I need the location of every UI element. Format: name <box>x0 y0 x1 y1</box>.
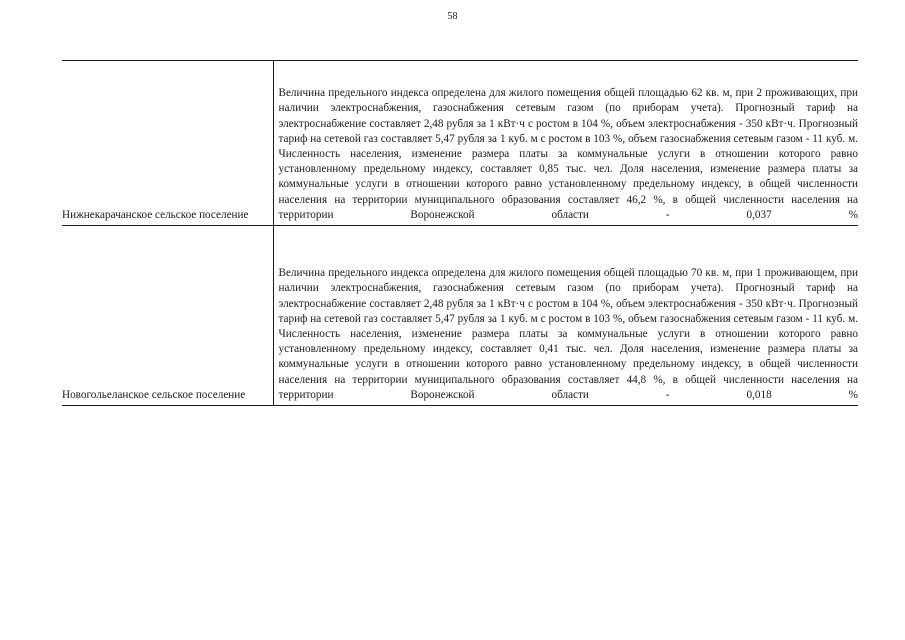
index-description: Величина предельного индекса определена для жилого помещения общей площадью 62 кв. м, при 2 проживающих, при наличии электроснабжения, газоснабжения сетевым газом (по приборам учета). Прогнозный тариф на электроснабжение составляет 2,48 рубля за 1 кВт·ч с ростом в 104 %, объем электроснабжения - 350 кВт·ч. Прогнозный тариф на сетевой газ составляет 5,47 рубля за 1 куб. м с ростом в 103 %, объем газоснабжения сетевым газом - 11 куб. м. Численность населения, изменение размера платы за коммунальные услуги в отношении которого равно установленному предельному индексу, составляет 0,85 тыс. чел. Доля населения, изменение размера платы за коммунальные услуги в отношении которого равно установленному предельному индексу, в общей численности населения на территории муниципального образования составляет 46,2 %, в общей численности населения на территории Воронежской области - 0,037 % <box>278 87 858 221</box>
index-description: Величина предельного индекса определена для жилого помещения общей площадью 70 кв. м, при 1 проживающем, при наличии электроснабжения, газоснабжения сетевым газом (по приборам учета). Прогнозный тариф на электроснабжение составляет 2,48 рубля за 1 кВт·ч с ростом в 104 %, объем электроснабжения - 350 кВт·ч. Прогнозный тариф на сетевой газ составляет 5,47 рубля за 1 куб. м с ростом в 103 %, объем газоснабжения сетевым газом - 11 куб. м. Численность населения, изменение размера платы за коммунальные услуги в отношении которого равно установленному предельному индексу, составляет 0,41 тыс. чел. Доля населения, изменение размера платы за коммунальные услуги в отношении которого равно установленному предельному индексу, в общей численности населения на территории муниципального образования составляет 44,8 %, в общей численности населения на территории Воронежской области - 0,018 % <box>278 267 858 401</box>
index-description-cell <box>273 226 858 406</box>
table-row <box>62 226 858 406</box>
tariff-index-table <box>62 61 858 406</box>
settlement-name: Новогольеланское сельское поселение <box>62 226 273 406</box>
index-description-cell <box>273 61 858 226</box>
table-row <box>62 61 858 226</box>
settlement-name: Нижнекарачанское сельское поселение <box>62 61 273 226</box>
page-number: 58 <box>447 11 458 22</box>
